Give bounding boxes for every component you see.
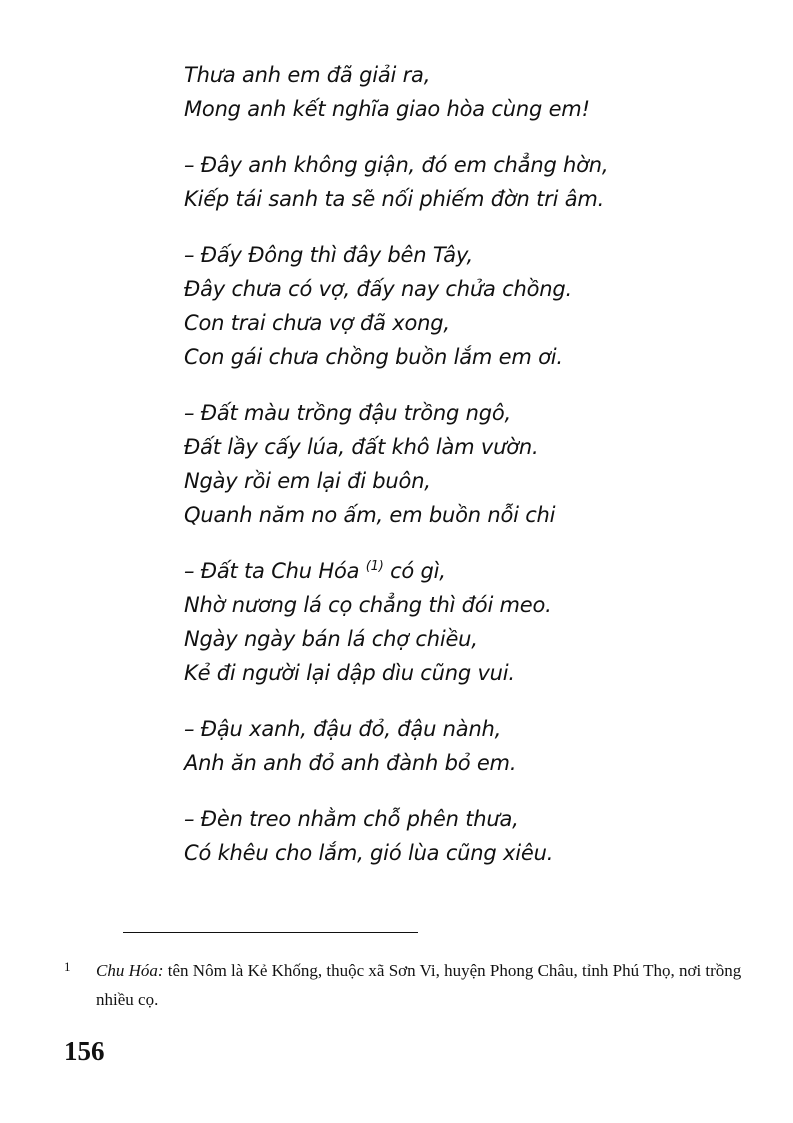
poem-line: Con gái chưa chồng buồn lắm em ơi. — [184, 345, 563, 369]
poem-line: Anh ăn anh đỏ anh đành bỏ em. — [184, 751, 517, 775]
poem-line: – Đây anh không giận, đó em chẳng hờn, — [184, 153, 609, 177]
footnote-term: Chu Hóa: — [96, 961, 164, 980]
page-number: 156 — [64, 1036, 105, 1066]
poem-line: Ngày ngày bán lá chợ chiều, — [184, 627, 478, 651]
footnote — [64, 956, 764, 1014]
poem-line: Đất lầy cấy lúa, đất khô làm vườn. — [184, 435, 539, 459]
stanza-1 — [184, 58, 744, 126]
poem-line: Kẻ đi người lại dập dìu cũng vui. — [184, 661, 515, 685]
stanza-7 — [184, 802, 744, 870]
poem-line: Con trai chưa vợ đã xong, — [184, 311, 450, 335]
stanza-4 — [184, 396, 744, 532]
poem-text: – Đất ta Chu Hóa — [184, 559, 360, 583]
poem-line: Quanh năm no ấm, em buồn nỗi chi — [184, 503, 556, 527]
poem-line: Nhờ nương lá cọ chẳng thì đói meo. — [184, 593, 552, 617]
poem — [184, 58, 744, 892]
poem-line: – Đậu xanh, đậu đỏ, đậu nành, — [184, 717, 502, 741]
stanza-5 — [184, 554, 744, 690]
poem-line: – Đèn treo nhằm chỗ phên thưa, — [184, 807, 519, 831]
poem-line: Thưa anh em đã giải ra, — [184, 63, 431, 87]
poem-text: có gì, — [390, 559, 446, 583]
footnote-number: 1 — [64, 959, 71, 974]
footnote-text: tên Nôm là Kẻ Khống, thuộc xã Sơn Vi, huyện Phong Châu, tỉnh Phú Thọ, nơi trồng nhiều cọ. — [96, 961, 742, 1009]
poem-line: Kiếp tái sanh ta sẽ nối phiếm đờn tri âm. — [184, 187, 605, 211]
stanza-2 — [184, 148, 744, 216]
poem-line: Có khêu cho lắm, gió lùa cũng xiêu. — [184, 841, 554, 865]
poem-line: – Đất màu trồng đậu trồng ngô, — [184, 401, 511, 425]
poem-line-with-footnote — [184, 554, 744, 588]
stanza-6 — [184, 712, 744, 780]
poem-line: Mong anh kết nghĩa giao hòa cùng em! — [184, 97, 590, 121]
poem-line: Ngày rồi em lại đi buôn, — [184, 469, 431, 493]
poem-line: Đây chưa có vợ, đấy nay chửa chồng. — [184, 277, 572, 301]
poem-line: – Đấy Đông thì đây bên Tây, — [184, 243, 474, 267]
footnote-body — [96, 956, 764, 1014]
footnote-reference: (1) — [365, 559, 384, 574]
stanza-3 — [184, 238, 744, 374]
footnote-divider — [123, 932, 418, 933]
